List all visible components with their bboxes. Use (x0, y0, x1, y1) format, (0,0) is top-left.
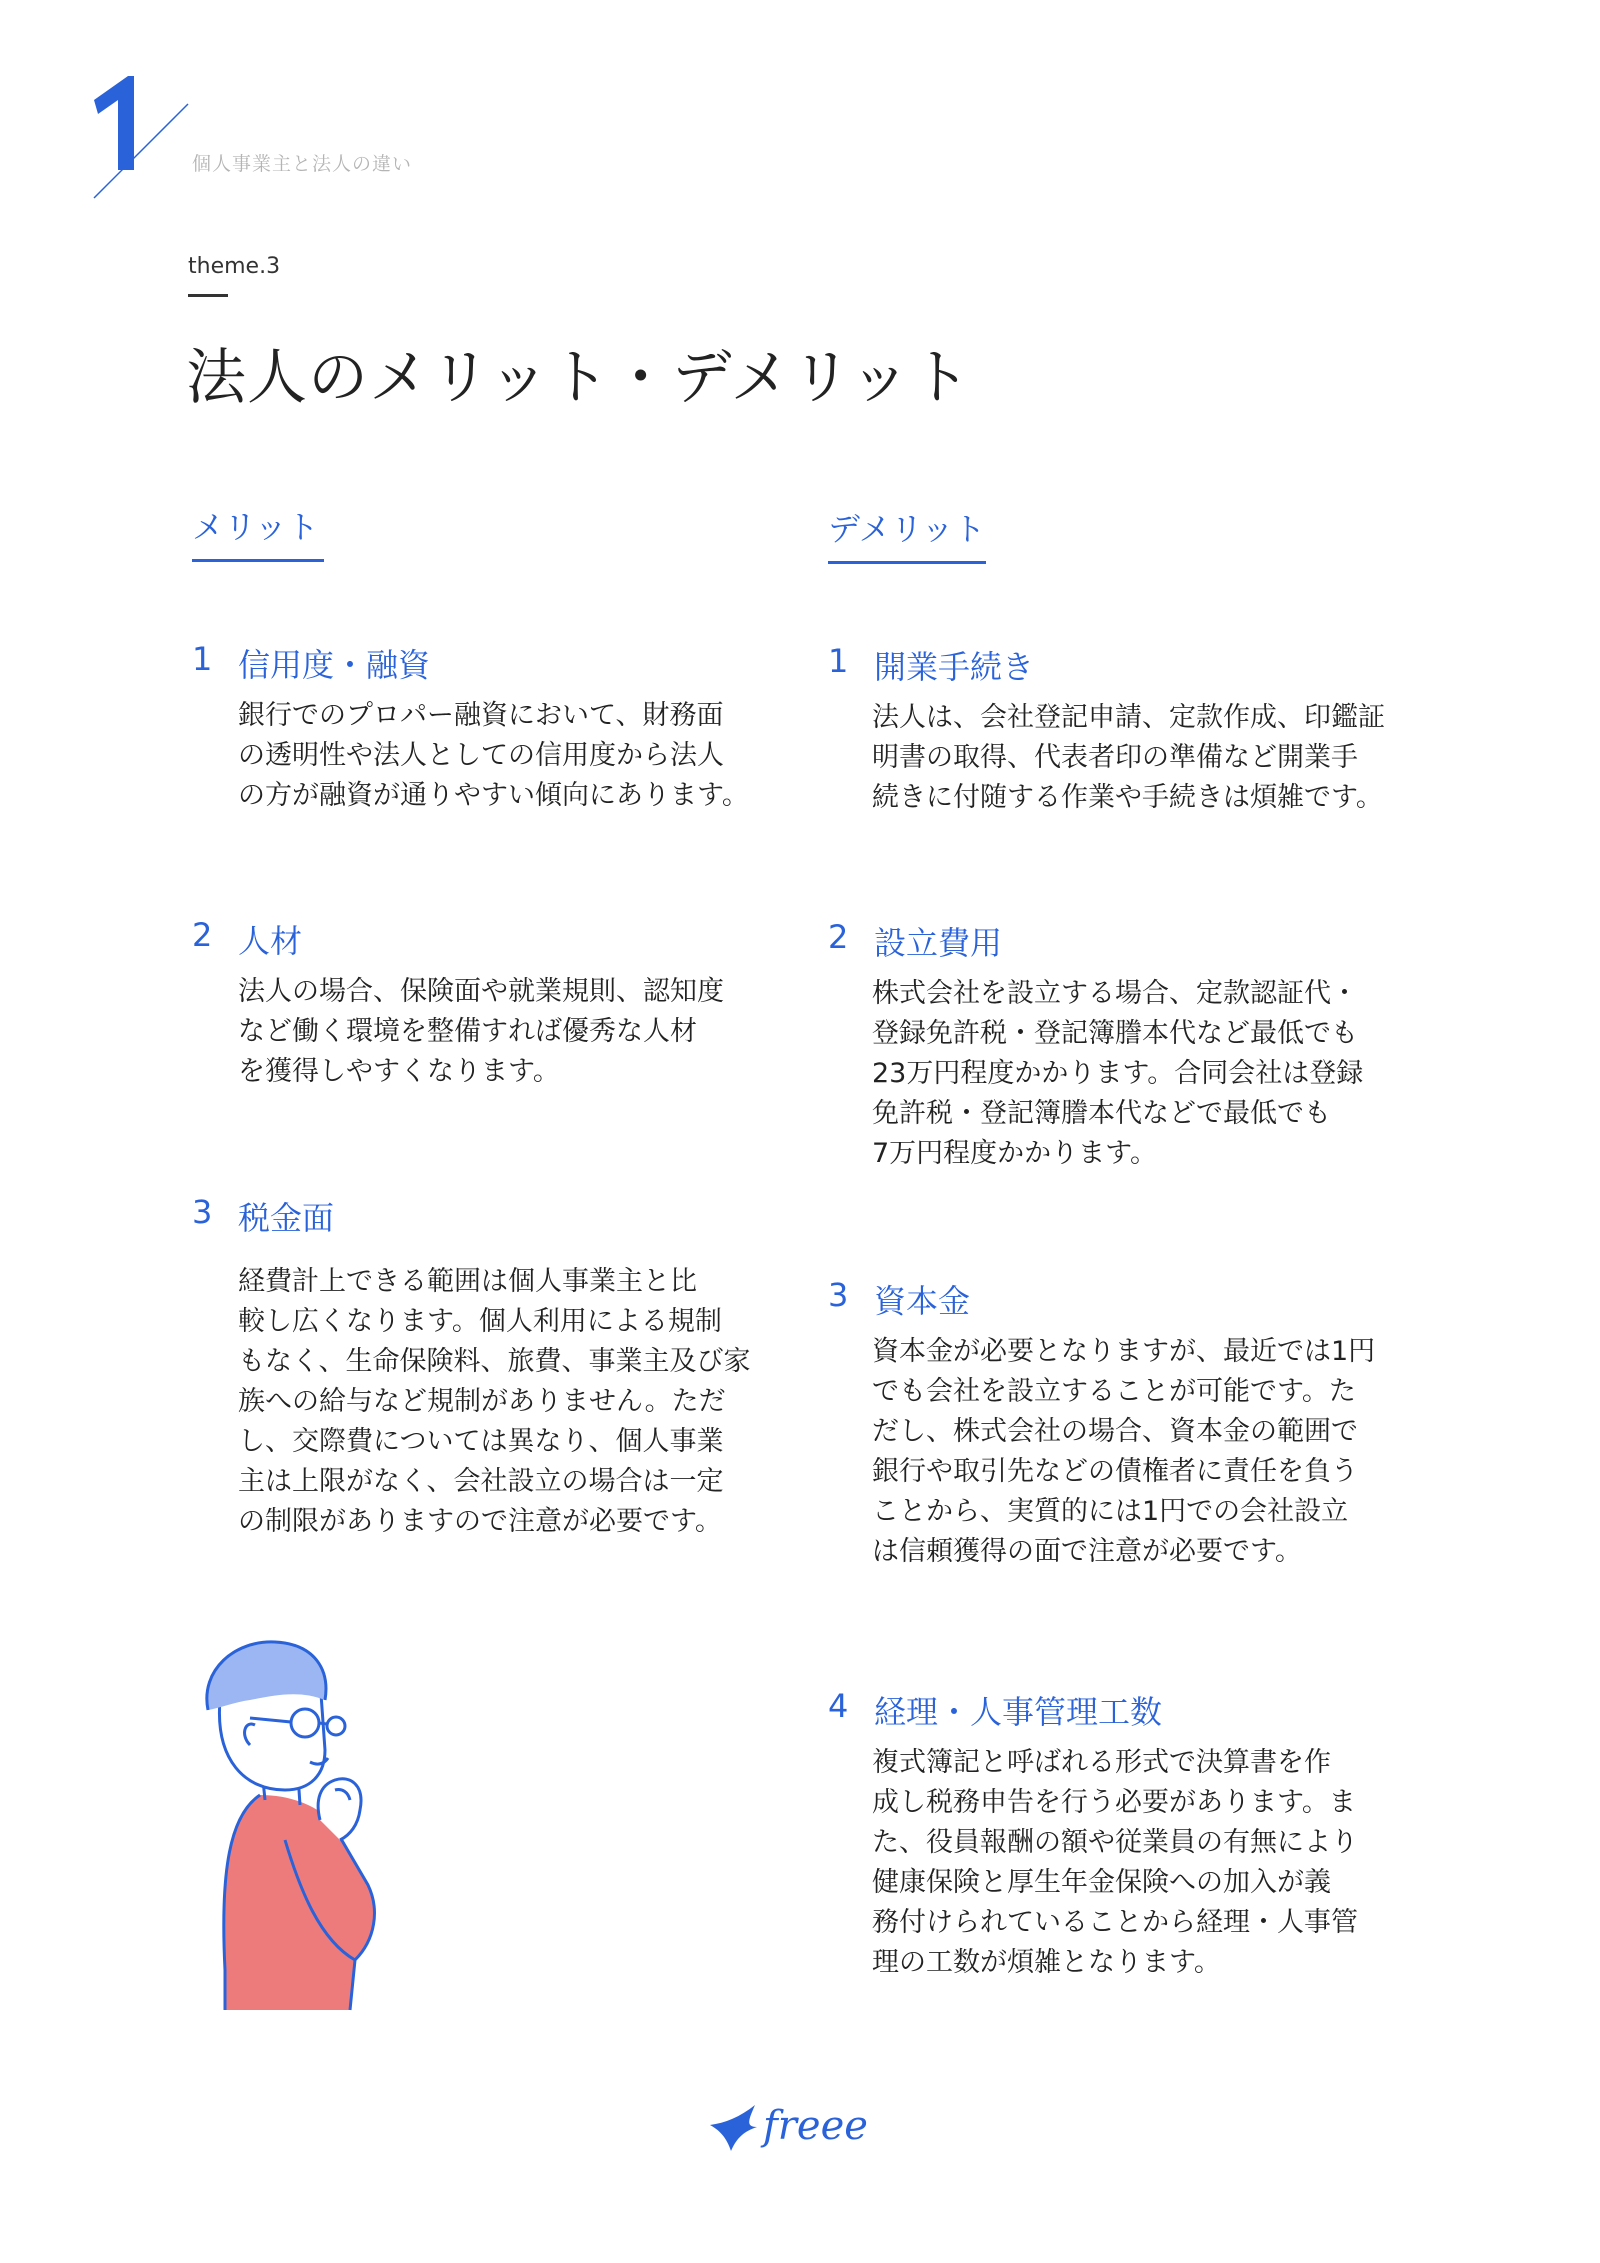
body-line: など働く環境を整備すれば優秀な人材 (238, 1016, 697, 1047)
chapter-number-text: 1 (88, 55, 99, 74)
body-line: 23万円程度かかります。合同会社は登録 (872, 1058, 1364, 1089)
body-line: は信頼獲得の面で注意が必要です。 (872, 1536, 1302, 1567)
merit-item-2-title: 人材 (238, 922, 303, 960)
body-line: 健康保険と厚生年金保険への加入が義 (872, 1867, 1331, 1898)
body-line: 資本金が必要となりますが、最近では1円 (872, 1336, 1376, 1367)
body-line: 複式簿記と呼ばれる形式で決算書を作 (872, 1747, 1331, 1778)
theme-label: theme.3 (188, 254, 281, 279)
body-line: し、交際費については異なり、個人事業 (238, 1426, 724, 1457)
body-line: 法人の場合、保険面や就業規則、認知度 (238, 976, 724, 1007)
demerit-item-2-title: 設立費用 (874, 924, 1003, 962)
body-line: を獲得しやすくなります。 (238, 1056, 560, 1087)
merits-heading-underline (192, 559, 324, 562)
body-line: 株式会社を設立する場合、定款認証代・ (872, 978, 1358, 1009)
page-title: 法人のメリット・デメリット (186, 343, 972, 413)
demerit-item-1-number: 1 (828, 642, 849, 680)
body-line: 較し広くなります。個人利用による規制 (238, 1306, 722, 1337)
chapter-number (94, 76, 134, 170)
merit-item-1 (192, 640, 212, 678)
merit-item-1-title: 信用度・融資 (238, 646, 431, 684)
demerit-item-1-body (872, 698, 1385, 818)
body-line: 主は上限がなく、会社設立の場合は一定 (238, 1466, 724, 1497)
body-line: もなく、生命保険料、旅費、事業主及び家 (238, 1346, 751, 1377)
demerit-item-3-title: 資本金 (874, 1282, 971, 1320)
body-line: 銀行でのプロパー融資において、財務面 (238, 700, 724, 731)
merit-item-3-body (238, 1262, 750, 1542)
merits-heading: メリット (192, 508, 319, 546)
chapter-caption: 個人事業主と法人の違い (192, 153, 413, 175)
body-line: 務付けられていることから経理・人事管 (872, 1907, 1358, 1938)
body-line: 銀行や取引先などの債権者に責任を負う (872, 1456, 1358, 1487)
body-line: の制限がありますので注意が必要です。 (238, 1506, 722, 1537)
merit-item-3-title: 税金面 (238, 1199, 335, 1237)
body-line: の方が融資が通りやすい傾向にあります。 (238, 780, 749, 811)
demerit-item-4-title: 経理・人事管理工数 (874, 1693, 1163, 1731)
item-number: 1 (192, 640, 213, 678)
chapter-number-mark (88, 55, 198, 200)
demerit-item-4-body (872, 1743, 1358, 1983)
demerit-item-3-body (872, 1332, 1375, 1572)
bird-icon (710, 2105, 757, 2151)
body-line: 続きに付随する作業や手続きは煩雑です。 (872, 782, 1383, 813)
freee-logo-text: freee (763, 2103, 868, 2149)
body-line: 成し税務申告を行う必要があります。ま (872, 1787, 1356, 1818)
body-line: でも会社を設立することが可能です。た (872, 1376, 1356, 1407)
body-line: 法人は、会社登記申請、定款作成、印鑑証 (872, 702, 1385, 733)
demerit-item-4-number: 4 (828, 1687, 849, 1725)
demerit-item-2-body (872, 974, 1363, 1174)
demerit-item-2-number: 2 (828, 918, 849, 956)
merit-item-1-body (238, 696, 749, 816)
body-line: た、役員報酬の額や従業員の有無により (872, 1827, 1358, 1858)
merit-item-2-number: 2 (192, 916, 213, 954)
body-line: ことから、実質的には1円での会社設立 (872, 1496, 1349, 1527)
body-line: 7万円程度かかります。 (872, 1138, 1158, 1169)
body-line: 族への給与など規制がありません。ただ (238, 1386, 726, 1417)
body-line: だし、株式会社の場合、資本金の範囲で (872, 1416, 1358, 1447)
body-line: 登録免許税・登記簿謄本代など最低でも (872, 1018, 1358, 1049)
body-line: 経費計上できる範囲は個人事業主と比 (238, 1266, 697, 1297)
body-line: の透明性や法人としての信用度から法人 (238, 740, 724, 771)
thinking-person-illustration (190, 1640, 410, 2010)
demerits-heading-underline (828, 561, 986, 564)
theme-rule (188, 294, 228, 297)
merit-item-2-body (238, 972, 724, 1092)
merit-item-3-number: 3 (192, 1193, 213, 1231)
body-line: 免許税・登記簿謄本代などで最低でも (872, 1098, 1331, 1129)
demerit-item-1-title: 開業手続き (874, 648, 1035, 686)
freee-logo (705, 2095, 905, 2155)
body-line: 理の工数が煩雑となります。 (872, 1947, 1221, 1978)
demerit-item-3-number: 3 (828, 1276, 849, 1314)
demerits-heading: デメリット (828, 510, 986, 548)
body-line: 明書の取得、代表者印の準備など開業手 (872, 742, 1358, 773)
